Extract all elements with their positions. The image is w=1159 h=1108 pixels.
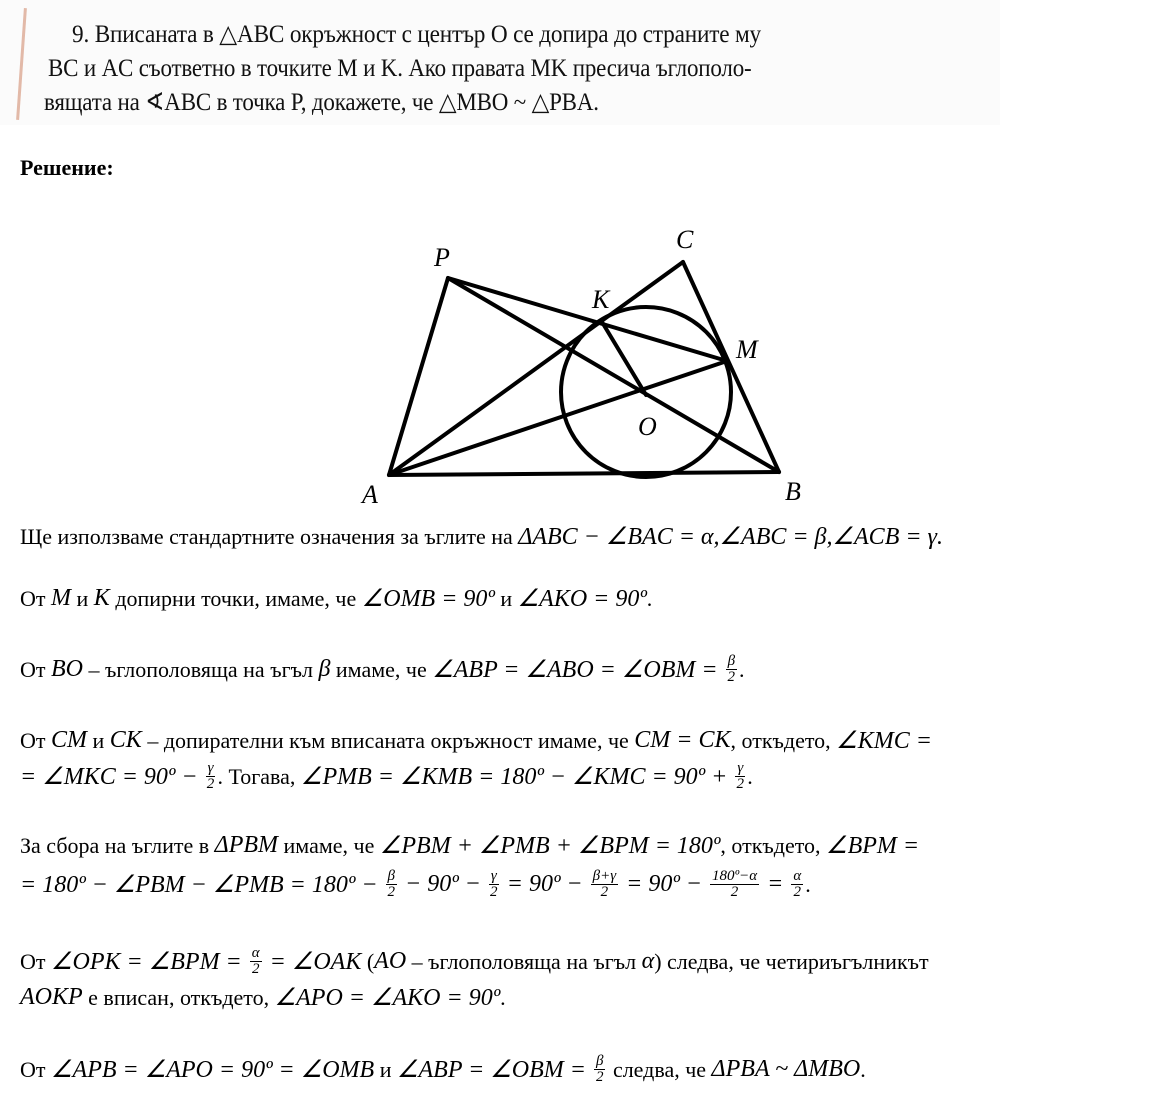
numerator: γ — [490, 868, 497, 884]
solution-line — [20, 584, 652, 613]
solution-heading: Решение: — [20, 155, 114, 180]
text: , откъдето, — [720, 832, 827, 858]
denominator: 2 — [206, 776, 215, 792]
text: е вписан, откъдето, — [82, 984, 275, 1010]
text: . — [500, 984, 506, 1010]
numerator: β — [727, 653, 736, 669]
math-expression: BO — [51, 656, 84, 682]
numerator: 180º−α — [711, 868, 758, 884]
solution-line — [20, 654, 745, 685]
math-expression: = 90º − — [620, 871, 708, 897]
math-expression: CK — [109, 727, 142, 753]
label-M: M — [736, 335, 758, 364]
math-expression: ∠OPK = ∠BPM = — [51, 949, 248, 975]
math-expression: ∠BPM = — [826, 833, 920, 859]
math-expression: AOKP — [20, 984, 83, 1010]
text: . — [646, 585, 653, 611]
text: , откъдето, — [730, 727, 837, 753]
fraction — [735, 761, 745, 792]
math-expression: β — [318, 656, 331, 682]
text: и — [494, 585, 518, 611]
label-P: P — [434, 243, 450, 272]
text: – ъглополовяща на ъгъл — [406, 948, 642, 974]
denominator: 2 — [793, 884, 802, 900]
text: ( — [361, 948, 375, 974]
math-expression: ∠AKO = 90º — [517, 586, 647, 612]
math-expression: ∠PMB = ∠KMB = 180º − ∠KMC = 90º + — [300, 764, 734, 790]
fraction — [594, 1054, 605, 1085]
problem-line-1: 9. Вписаната в △ABC окръжност с център O се допира до страните му — [72, 21, 761, 48]
math-expression: = — [761, 871, 790, 897]
numerator: β — [595, 1053, 604, 1069]
text: От — [20, 1056, 52, 1082]
label-O: O — [638, 412, 657, 441]
segment-AP — [389, 278, 448, 475]
math-expression: ∠OMB = 90º — [361, 586, 495, 612]
solution-line — [20, 946, 929, 977]
segment-BC — [683, 262, 779, 472]
label-C: C — [676, 225, 694, 254]
math-expression: K — [93, 585, 110, 611]
text: За сбора на ъглите в — [20, 832, 215, 858]
denominator: 2 — [595, 1069, 604, 1085]
text: От — [20, 727, 52, 753]
denominator: 2 — [490, 884, 498, 900]
math-expression: − 90º − — [399, 871, 487, 897]
math-expression: = 90º − — [500, 871, 589, 897]
math-expression: ∠APB = ∠APO = 90º = ∠OMB — [51, 1057, 375, 1083]
problem-line-3: вящата на ∢ABC в точка P, докажете, че △MBO ~ △PBA. — [44, 89, 599, 116]
fraction — [386, 869, 397, 900]
text: . — [805, 871, 811, 897]
math-expression: α — [641, 948, 655, 974]
math-expression: ∠ABP = ∠ABO = ∠OBM = — [432, 657, 724, 683]
math-expression: ΔPBM — [214, 832, 279, 858]
numerator: β — [387, 868, 395, 884]
math-expression: = ∠OAK — [263, 949, 362, 975]
math-expression: CM — [51, 727, 88, 753]
fraction — [710, 869, 759, 900]
segment-AC — [389, 262, 683, 475]
numerator: α — [251, 945, 260, 961]
math-expression: ∠PBM + ∠PMB + ∠BPM = 180º — [379, 833, 721, 859]
math-expression: ∠ABP = ∠OBM = — [397, 1057, 592, 1083]
math-expression: AO — [374, 948, 407, 974]
math-expression: ∠KMC = — [836, 728, 932, 754]
numerator: γ — [207, 760, 214, 776]
text: ) следва, че четириъгълникът — [654, 948, 929, 974]
solution-line — [20, 726, 932, 755]
solution-line — [20, 761, 753, 792]
numerator: γ — [737, 760, 744, 776]
text: От — [20, 948, 52, 974]
text: . — [739, 656, 745, 682]
solution-line — [20, 869, 811, 900]
fraction — [489, 869, 499, 900]
segment-PM — [448, 278, 727, 361]
segment-AB — [389, 472, 779, 475]
text: От — [20, 656, 52, 682]
fraction — [726, 654, 737, 685]
fraction — [206, 761, 216, 792]
solution-line — [20, 831, 919, 860]
solution-line — [20, 1054, 866, 1085]
math-expression: = ∠MKC = 90º − — [20, 764, 204, 790]
solution-line — [20, 983, 506, 1012]
math-expression: = 180º − ∠PBM − ∠PMB = 180º − — [20, 872, 384, 898]
denominator: 2 — [600, 884, 609, 900]
fraction — [791, 869, 803, 900]
label-K: K — [592, 285, 610, 314]
text: и — [374, 1056, 397, 1082]
fraction — [591, 869, 619, 900]
numerator: α — [793, 868, 802, 884]
label-B: B — [785, 477, 801, 506]
segment-AM — [389, 361, 727, 475]
text: . Тогава, — [217, 763, 301, 789]
geometry-figure — [0, 0, 1159, 520]
text: . — [860, 1056, 866, 1082]
text: имаме, че — [330, 656, 433, 682]
text: Ще използваме стандартните означения за ъглите на — [20, 523, 519, 549]
math-expression: ΔABC − ∠BAC = α,∠ABC = β,∠ACB = γ. — [518, 524, 943, 550]
text: допирни точки, имаме, че — [109, 585, 362, 611]
denominator: 2 — [387, 884, 395, 900]
text: От — [20, 585, 52, 611]
math-expression: ∠APO = ∠AKO = 90º — [274, 985, 501, 1011]
denominator: 2 — [727, 669, 736, 685]
problem-line-2: BC и AC съответно в точките M и K. Ако правата MK пресича ъглополо- — [48, 55, 752, 82]
math-expression: CM = CK — [634, 727, 731, 753]
text: следва, че — [607, 1056, 712, 1082]
text: . — [747, 763, 753, 789]
denominator: 2 — [730, 884, 739, 900]
text: и — [71, 585, 94, 611]
text: и — [87, 727, 110, 753]
fraction — [250, 946, 262, 977]
text: – допирателни към вписаната окръжност имаме, че — [141, 727, 635, 753]
denominator: 2 — [736, 776, 745, 792]
label-A: A — [362, 480, 378, 509]
text: имаме, че — [278, 832, 380, 858]
denominator: 2 — [251, 961, 260, 977]
math-expression: M — [51, 585, 72, 611]
solution-line — [20, 522, 943, 551]
math-expression: ΔPBA ~ ΔMBO — [711, 1056, 861, 1082]
text: – ъглополовяща на ъгъл — [83, 656, 319, 682]
numerator: β+γ — [592, 868, 617, 884]
